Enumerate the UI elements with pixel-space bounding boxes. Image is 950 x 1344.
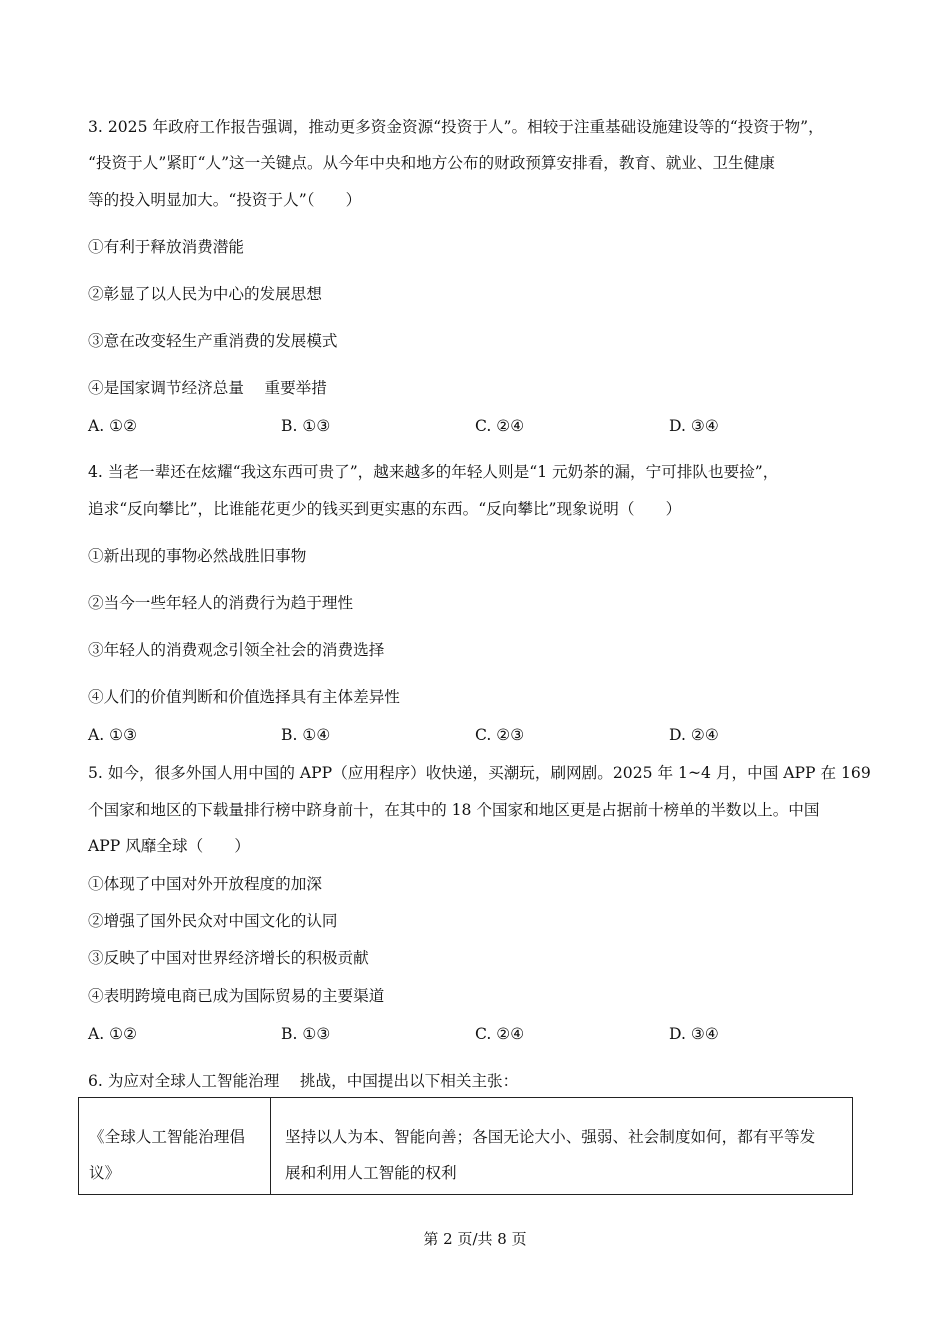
q5-stem-line: 个国家和地区的下载量排行榜中跻身前十，在其中的 18 个国家和地区更是占据前十榜单的半数以上。中国 [88, 801, 820, 819]
q3-option: ③意在改变轻生产重消费的发展模式 [88, 332, 338, 350]
q6-stem: 6. 为应对全球人工智能治理 挑战，中国提出以下相关主张： [88, 1072, 519, 1090]
q3-stem-line: 3. 2025 年政府工作报告强调，推动更多资金资源“投资于人”。相较于注重基础设施建设等的“投资于物”， [88, 118, 824, 136]
q4-choice-a: A. ①③ [88, 726, 138, 744]
q5-option: ②增强了国外民众对中国文化的认同 [88, 912, 338, 930]
q4-stem-line: 4. 当老一辈还在炫耀“我这东西可贵了”，越来越多的年轻人则是“1 元奶茶的漏，宁可排队也要捡”， [88, 463, 779, 481]
table-right-cell-line: 坚持以人为本、智能向善；各国无论大小、强弱、社会制度如何，都有平等发 [285, 1128, 816, 1146]
q4-choice-b: B. ①④ [281, 726, 331, 744]
q5-stem-line: APP 风靡全球（ ） [88, 837, 250, 855]
q4-choice-c: C. ②③ [475, 726, 525, 744]
q6-table [78, 1097, 853, 1195]
q4-option: ③年轻人的消费观念引领全社会的消费选择 [88, 641, 385, 659]
q3-choice-a: A. ①② [88, 417, 138, 435]
table-right-cell-line: 展和利用人工智能的权利 [285, 1164, 457, 1182]
q4-option: ④人们的价值判断和价值选择具有主体差异性 [88, 688, 400, 706]
q4-choice-d: D. ②④ [669, 726, 719, 744]
q5-option: ①体现了中国对外开放程度的加深 [88, 875, 322, 893]
q3-option: ④是国家调节经济总量 重要举措 [88, 379, 327, 397]
q5-choice-c: C. ②④ [475, 1025, 525, 1043]
q3-stem-line: “投资于人”紧盯“人”这一关键点。从今年中央和地方公布的财政预算安排看，教育、就业、卫生健康 [88, 154, 775, 172]
q4-stem-line: 追求“反向攀比”，比谁能花更少的钱买到更实惠的东西。“反向攀比”现象说明（ ） [88, 500, 682, 518]
q5-option: ④表明跨境电商已成为国际贸易的主要渠道 [88, 987, 385, 1005]
q5-stem-line: 5. 如今，很多外国人用中国的 APP（应用程序）收快递，买潮玩，刷网剧。2025 年 1~4 月，中国 APP 在 169 [88, 764, 871, 782]
q5-choice-d: D. ③④ [669, 1025, 719, 1043]
q5-choice-b: B. ①③ [281, 1025, 331, 1043]
table-left-cell-line: 议》 [89, 1164, 121, 1182]
q3-choice-b: B. ①③ [281, 417, 331, 435]
q3-option: ②彰显了以人民为中心的发展思想 [88, 285, 322, 303]
q4-option: ②当今一些年轻人的消费行为趋于理性 [88, 594, 354, 612]
q5-choice-a: A. ①② [88, 1025, 138, 1043]
q4-option: ①新出现的事物必然战胜旧事物 [88, 547, 307, 565]
table-left-cell-line: 《全球人工智能治理倡 [89, 1128, 245, 1146]
q5-option: ③反映了中国对世界经济增长的积极贡献 [88, 949, 369, 967]
q3-choice-d: D. ③④ [669, 417, 719, 435]
q3-stem-line: 等的投入明显加大。“投资于人”（ ） [88, 191, 362, 209]
page-footer: 第 2 页/共 8 页 [423, 1230, 527, 1248]
table-divider [270, 1098, 271, 1194]
q3-choice-c: C. ②④ [475, 417, 525, 435]
q3-option: ①有利于释放消费潜能 [88, 238, 244, 256]
